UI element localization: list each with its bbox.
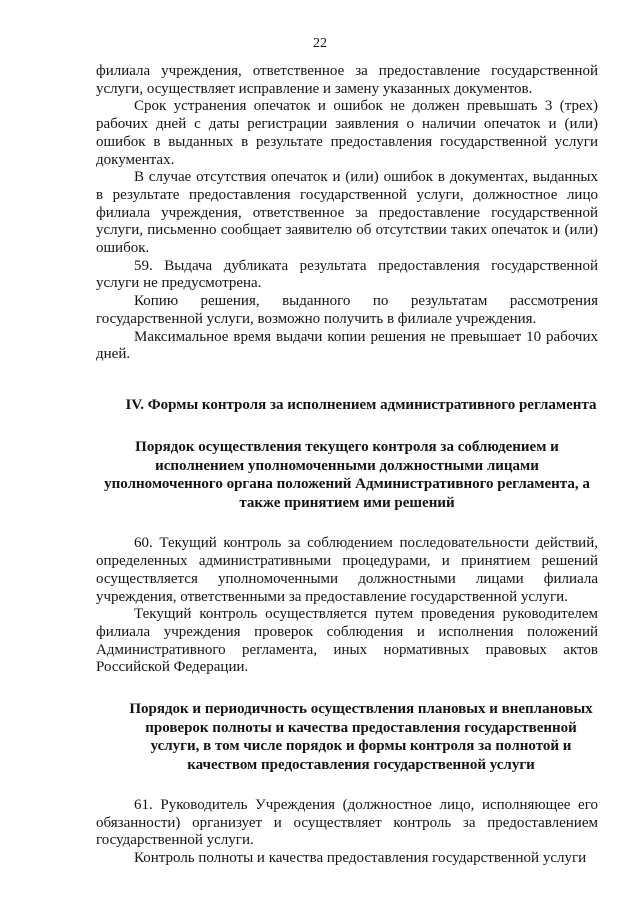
subsection-1-title: Порядок осуществления текущего контроля за соблюдением и исполнением уполномоченными должностными лицами уполномоченного органа положений Административного регламента, а также принятием ими решений bbox=[104, 439, 590, 511]
paragraph-no-errors: В случае отсутствия опечаток и (или) ошибок в документах, выданных в результате предоставления государственной услуги, должностное лицо филиала учреждения, ответственное за предоставление государственной услуги, письменно сообщает заявителю об отсутствии таких опечаток и (или) ошибок. bbox=[96, 169, 598, 257]
paragraph-quality-control: Контроль полноты и качества предоставления государственной услуги bbox=[134, 850, 587, 867]
document-body bbox=[96, 63, 598, 868]
paragraph-max-time: Максимальное время выдачи копии решения не превышает 10 рабочих дней. bbox=[96, 328, 598, 363]
paragraph-59: 59. Выдача дубликата результата предоставления государственной услуги не предусмотрена. bbox=[96, 257, 598, 292]
section-title: IV. Формы контроля за исполнением административного регламента bbox=[125, 396, 597, 413]
paragraph-61: 61. Руководитель Учреждения (должностное лицо, исполняющее его обязанности) организует и осуществляет контроль за предоставлением государственной услуги. bbox=[96, 797, 598, 849]
paragraph-decision-copy: Копию решения, выданного по результатам рассмотрения государственной услуги, возможно получить в филиале учреждения. bbox=[96, 293, 598, 327]
paragraph-60: 60. Текущий контроль за соблюдением последовательности действий, определенных административными процедурами, и принятием решений осуществляется уполномоченными должностными лицами филиала учреждения, ответственными за предоставление государственной услуги. bbox=[96, 535, 598, 605]
subsection-2-title: Порядок и периодичность осуществления плановых и внеплановых проверок полноты и качества предоставления государственной услуги, в том числе порядок и формы контроля за полнотой и качеством предоставления государственной услуги bbox=[129, 701, 593, 773]
page-number: 22 bbox=[313, 36, 327, 51]
paragraph-current-control: Текущий контроль осуществляется путем проведения руководителем филиала учреждения проверок соблюдения и исполнения положений Административного регламента, иных нормативных правовых актов Российской Федерации. bbox=[96, 606, 598, 676]
paragraph-continuation: филиала учреждения, ответственное за предоставление государственной услуги, осуществляет исправление и замену указанных документов. bbox=[96, 63, 598, 97]
paragraph-correction-deadline: Срок устранения опечаток и ошибок не должен превышать 3 (трех) рабочих дней с даты регистрации заявления о наличии опечаток и (или) ошибок в выданных в результате предоставления государственной услуги документах. bbox=[96, 98, 598, 168]
